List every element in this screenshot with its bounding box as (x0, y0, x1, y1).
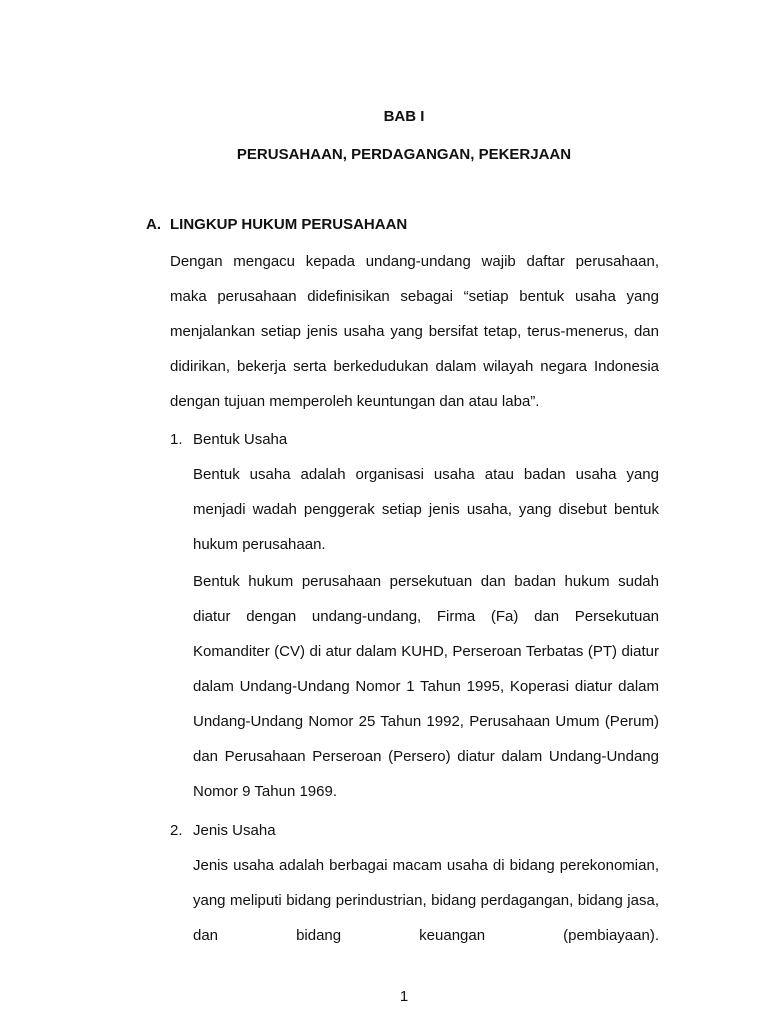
intro-paragraph: Dengan mengacu kepada undang-undang wajib daftar perusahaan, maka perusahaan didefinisikan sebagai “setiap bentuk usaha yang menjalankan setiap jenis usaha yang bersifat tetap, terus-menerus, dan didirikan, bekerja serta berkedudukan dalam wilayah negara Indonesia dengan tujuan memperoleh keuntungan dan atau laba”. (170, 253, 659, 410)
list-item-jenis-usaha (170, 813, 276, 848)
page-number: 1 (399, 988, 409, 1005)
chapter-title: BAB I (383, 108, 425, 125)
section-number: A. (146, 216, 161, 233)
section-heading (146, 216, 407, 233)
bentuk-usaha-paragraph-2: Bentuk hukum perusahaan persekutuan dan badan hukum sudah diatur dengan undang-undang, Firma (Fa) dan Persekutuan Komanditer (CV) di atur dalam KUHD, Perseroan Terbatas (PT) diatur dalam Undang-Undang Nomor 1 Tahun 1995, Koperasi diatur dalam Undang-Undang Nomor 25 Tahun 1992, Perusahaan Umum (Perum) dan Perusahaan Perseroan (Persero) diatur dalam Undang-Undang Nomor 9 Tahun 1969. (193, 573, 659, 800)
list-item-number: 2. (170, 822, 183, 839)
list-item-title: Jenis Usaha (193, 822, 276, 839)
jenis-usaha-paragraph-1: Jenis usaha adalah berbagai macam usaha di bidang perekonomian, yang meliputi bidang perindustrian, bidang perdagangan, bidang jasa, dan bidang keuangan (pembiayaan). (193, 857, 659, 944)
list-item-bentuk-usaha (170, 422, 287, 457)
chapter-subtitle: PERUSAHAAN, PERDAGANGAN, PEKERJAAN (236, 146, 572, 163)
list-item-title: Bentuk Usaha (193, 431, 288, 448)
bentuk-usaha-paragraph-1: Bentuk usaha adalah organisasi usaha atau badan usaha yang menjadi wadah penggerak setiap jenis usaha, yang disebut bentuk hukum perusahaan. (193, 466, 659, 553)
section-title: LINGKUP HUKUM PERUSAHAAN (170, 216, 408, 233)
list-item-number: 1. (170, 431, 183, 448)
